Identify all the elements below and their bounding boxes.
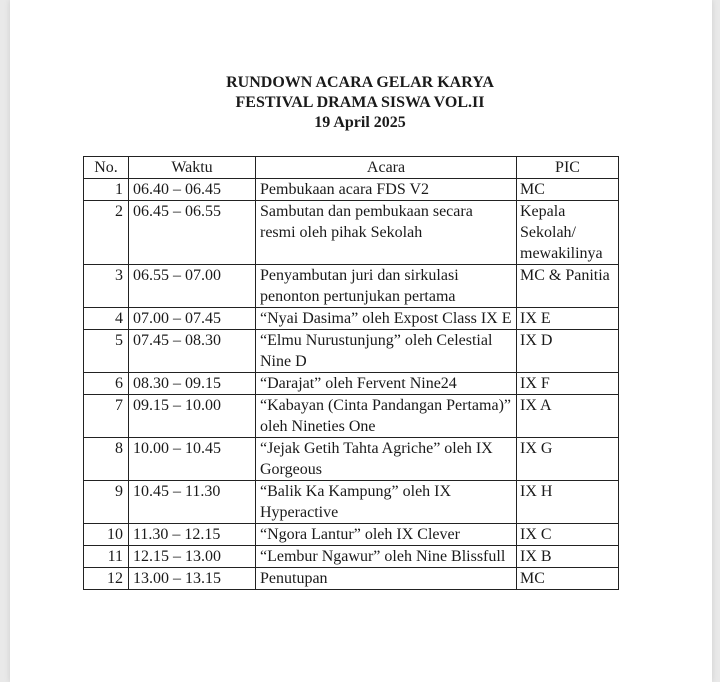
row-pic: MC [517, 568, 619, 590]
row-waktu: 12.15 – 13.00 [129, 546, 256, 568]
table-row [84, 438, 619, 481]
row-waktu: 10.45 – 11.30 [129, 481, 256, 524]
row-pic: IX F [517, 373, 619, 395]
row-pic: MC & Panitia [517, 265, 619, 308]
row-pic: IX G [517, 438, 619, 481]
rundown-table [83, 156, 619, 590]
table-row [84, 546, 619, 568]
row-pic: IX A [517, 395, 619, 438]
table-row [84, 201, 619, 265]
row-no: 5 [84, 330, 129, 373]
row-acara: Pembukaan acara FDS V2 [256, 179, 517, 201]
table-row [84, 330, 619, 373]
event-date: 19 April 2025 [314, 114, 406, 131]
row-acara: Penutupan [256, 568, 517, 590]
row-pic: IX D [517, 330, 619, 373]
row-no: 11 [84, 546, 129, 568]
row-no: 10 [84, 524, 129, 546]
table-row [84, 308, 619, 330]
row-pic: IX B [517, 546, 619, 568]
row-waktu: 08.30 – 09.15 [129, 373, 256, 395]
row-no: 8 [84, 438, 129, 481]
header-waktu: Waktu [129, 157, 256, 179]
row-pic: IX H [517, 481, 619, 524]
row-no: 4 [84, 308, 129, 330]
row-acara: Penyambutan juri dan sirkulasi penonton pertunjukan pertama [256, 265, 517, 308]
row-pic: IX E [517, 308, 619, 330]
row-waktu: 06.55 – 07.00 [129, 265, 256, 308]
table-row [84, 524, 619, 546]
header-acara: Acara [256, 157, 517, 179]
header-no: No. [84, 157, 129, 179]
row-acara: “Elmu Nurustunjung” oleh Celestial Nine D [256, 330, 517, 373]
row-waktu: 09.15 – 10.00 [129, 395, 256, 438]
row-no: 1 [84, 179, 129, 201]
row-acara: “Darajat” oleh Fervent Nine24 [256, 373, 517, 395]
row-waktu: 10.00 – 10.45 [129, 438, 256, 481]
document-title [0, 73, 720, 133]
table-row [84, 395, 619, 438]
header-pic: PIC [517, 157, 619, 179]
row-acara: “Nyai Dasima” oleh Expost Class IX E [256, 308, 517, 330]
row-acara: “Jejak Getih Tahta Agriche” oleh IX Gorgeous [256, 438, 517, 481]
table-row [84, 179, 619, 201]
row-pic: IX C [517, 524, 619, 546]
title-line-2: FESTIVAL DRAMA SISWA VOL.II [235, 94, 485, 111]
row-no: 12 [84, 568, 129, 590]
row-pic: Kepala Sekolah/ mewakilinya [517, 201, 619, 265]
row-waktu: 07.00 – 07.45 [129, 308, 256, 330]
title-line-1: RUNDOWN ACARA GELAR KARYA [226, 74, 494, 91]
row-no: 7 [84, 395, 129, 438]
table-row [84, 373, 619, 395]
table-row [84, 265, 619, 308]
row-waktu: 07.45 – 08.30 [129, 330, 256, 373]
row-no: 2 [84, 201, 129, 265]
table-row [84, 568, 619, 590]
row-acara: “Balik Ka Kampung” oleh IX Hyperactive [256, 481, 517, 524]
row-acara: Sambutan dan pembukaan secara resmi oleh pihak Sekolah [256, 201, 517, 265]
row-no: 9 [84, 481, 129, 524]
row-waktu: 06.45 – 06.55 [129, 201, 256, 265]
row-acara: “Ngora Lantur” oleh IX Clever [256, 524, 517, 546]
row-waktu: 13.00 – 13.15 [129, 568, 256, 590]
table-row [84, 481, 619, 524]
row-acara: “Lembur Ngawur” oleh Nine Blissfull [256, 546, 517, 568]
row-waktu: 11.30 – 12.15 [129, 524, 256, 546]
row-no: 6 [84, 373, 129, 395]
row-pic: MC [517, 179, 619, 201]
table-header-row [84, 157, 619, 179]
row-no: 3 [84, 265, 129, 308]
row-acara: “Kabayan (Cinta Pandangan Pertama)” oleh Nineties One [256, 395, 517, 438]
row-waktu: 06.40 – 06.45 [129, 179, 256, 201]
